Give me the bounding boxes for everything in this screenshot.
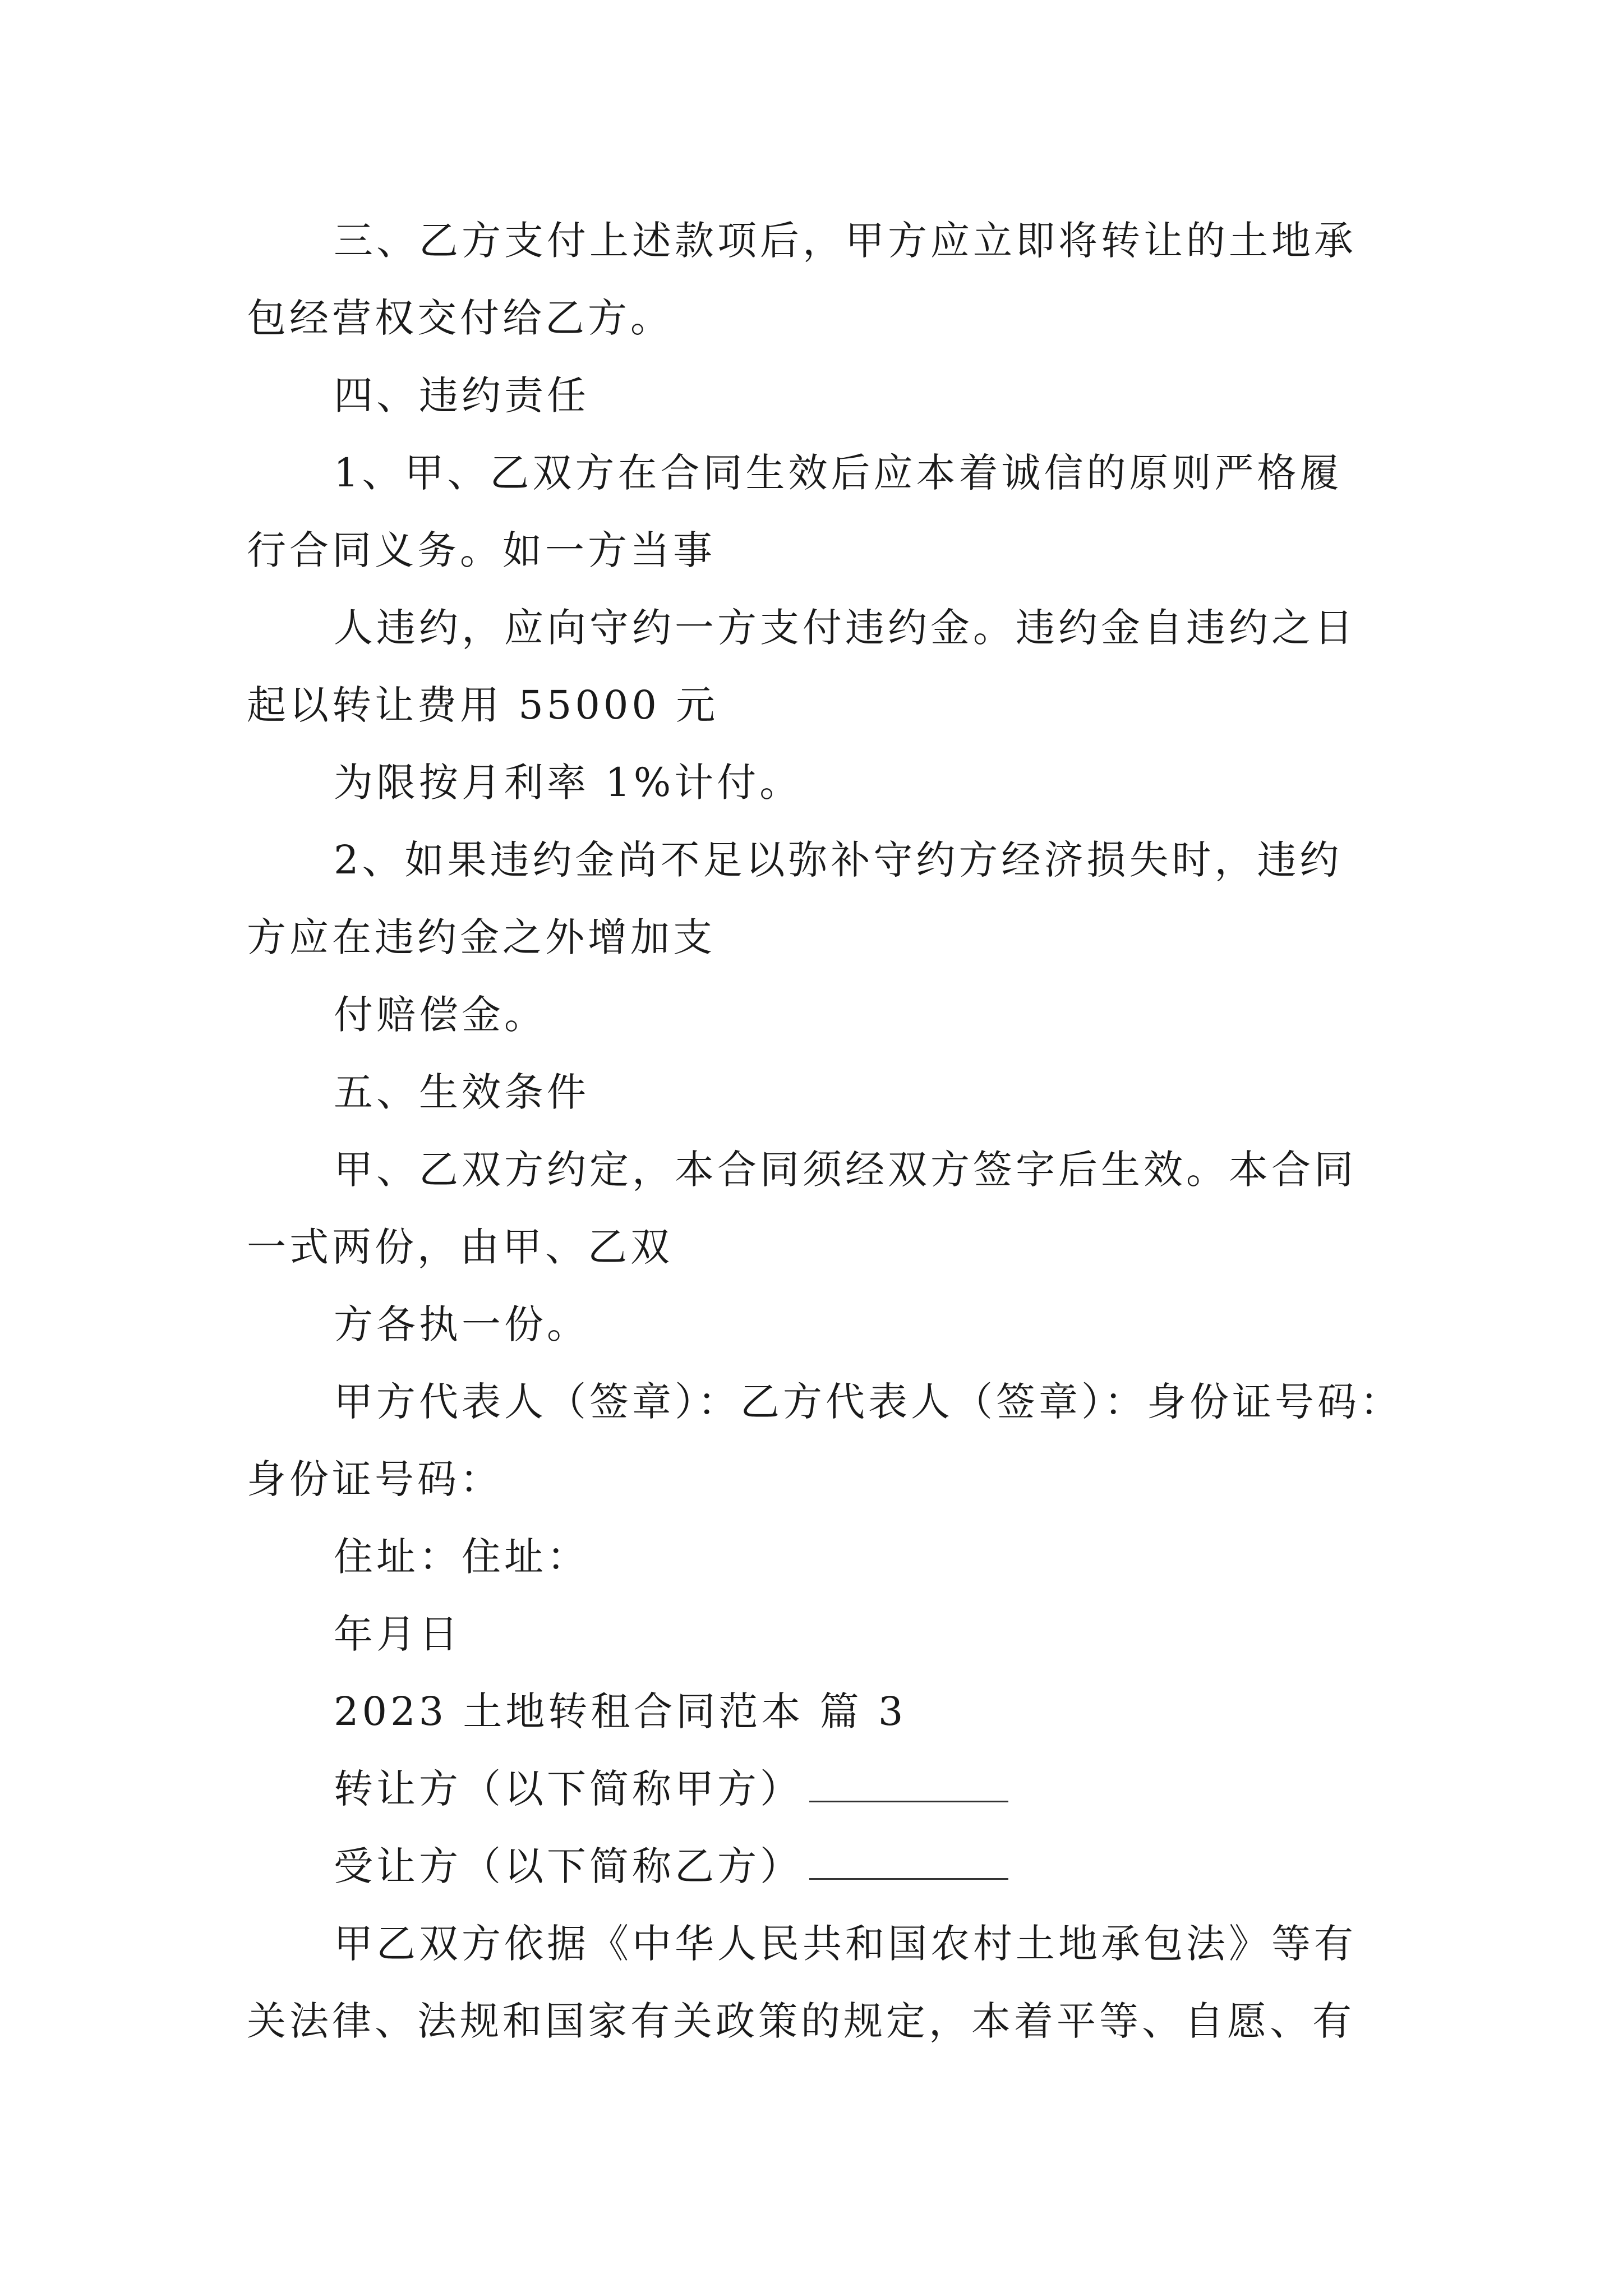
- section-heading: 五、生效条件: [334, 1069, 589, 1115]
- paragraph-line: 方各执一份。: [334, 1301, 589, 1347]
- paragraph-line: 行合同义务。如一方当事: [247, 527, 716, 573]
- paragraph-line: 为限按月利率 1%计付。: [334, 760, 803, 806]
- paragraph-line: 关法律、法规和国家有关政策的规定，本着平等、自愿、有: [247, 1998, 1355, 2044]
- paragraph-line: 方应在违约金之外增加支: [247, 914, 716, 960]
- section-heading: 四、违约责任: [334, 372, 589, 418]
- party-label: 受让方（以下简称乙方）: [334, 1843, 803, 1889]
- fill-in-blank: [809, 1844, 1008, 1880]
- paragraph-line: 1、甲、乙双方在合同生效后应本着诚信的原则严格履: [334, 450, 1343, 496]
- party-line-transferee: [247, 1828, 1385, 1905]
- paragraph-line: 起以转让费用 55000 元: [247, 682, 719, 728]
- paragraph-line: 甲乙双方依据《中华人民共和国农村土地承包法》等有: [334, 1921, 1357, 1967]
- contract-text: [247, 202, 1403, 2060]
- paragraph-line: 三、乙方支付上述款项后，甲方应立即将转让的土地承: [334, 218, 1357, 264]
- signature-line: 甲方代表人（签章）：乙方代表人（签章）：身份证号码：: [334, 1379, 1403, 1425]
- party-line-transferor: [247, 1750, 1385, 1828]
- fill-in-blank: [809, 1767, 1008, 1802]
- party-label: 转让方（以下简称甲方）: [334, 1766, 803, 1812]
- paragraph-line: 付赔偿金。: [334, 992, 547, 1038]
- paragraph-line: 甲、乙双方约定，本合同须经双方签字后生效。本合同: [334, 1147, 1357, 1193]
- address-line: 住址：住址：: [334, 1534, 589, 1580]
- paragraph-line: 包经营权交付给乙方。: [247, 295, 673, 341]
- paragraph-line: 人违约，应向守约一方支付违约金。违约金自违约之日: [334, 605, 1357, 651]
- document-title: 2023 土地转租合同范本 篇 3: [334, 1688, 907, 1734]
- paragraph-line: 2、如果违约金尚不足以弥补守约方经济损失时，违约: [334, 837, 1343, 883]
- signature-line: 身份证号码：: [247, 1456, 502, 1502]
- date-line: 年月日: [334, 1611, 462, 1657]
- paragraph-line: 一式两份，由甲、乙双: [247, 1224, 673, 1270]
